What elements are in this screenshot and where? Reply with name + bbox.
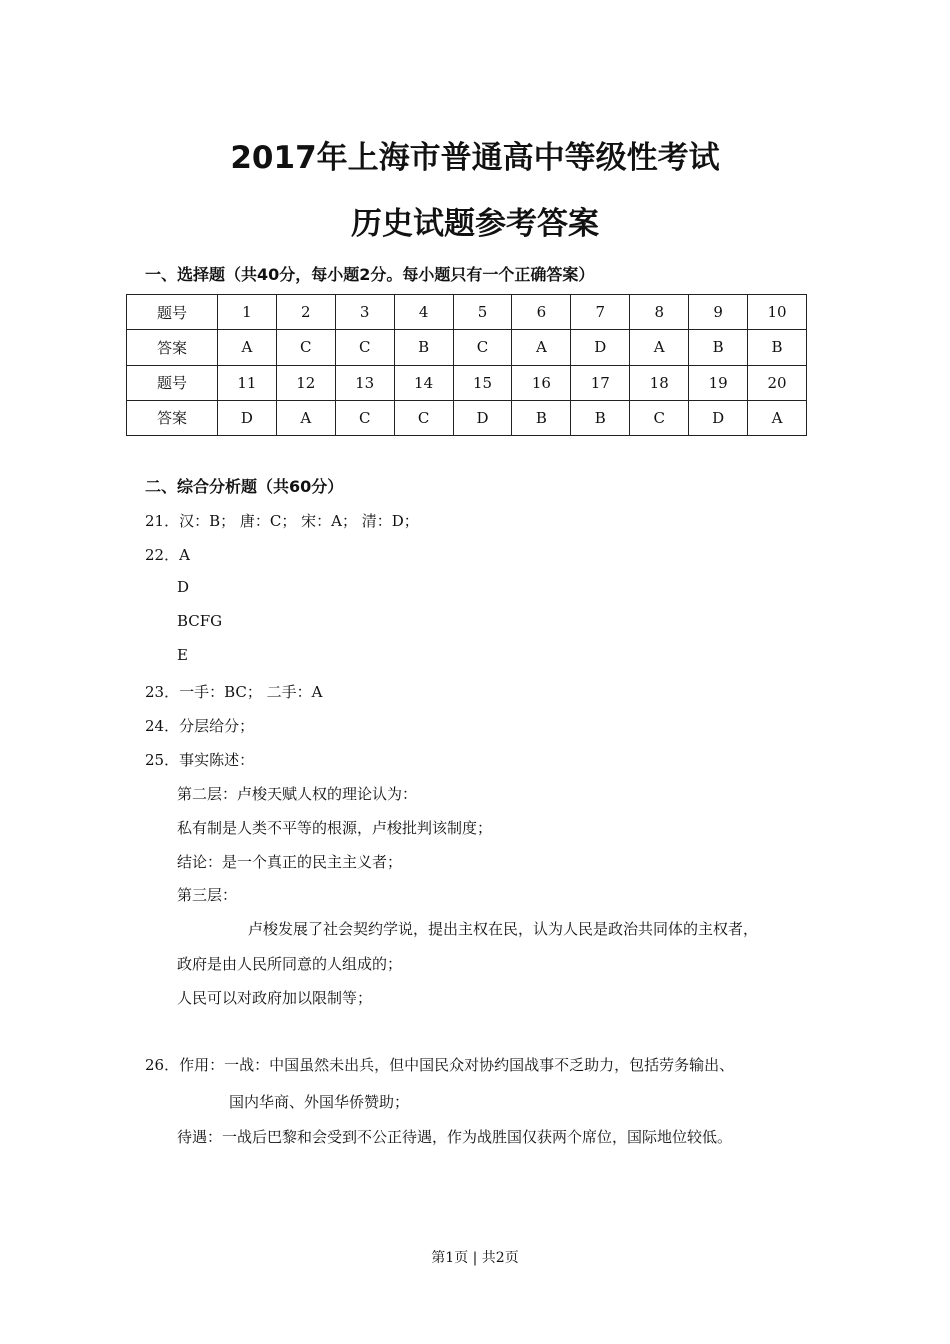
table-cell: D <box>571 330 630 365</box>
table-cell: D <box>453 400 512 435</box>
answer-22-line2: D <box>177 578 190 596</box>
answer-22-line3: BCFG <box>177 612 223 630</box>
section-1-heading: 一、选择题（共40分，每小题2分。每小题只有一个正确答案） <box>145 265 595 284</box>
table-cell: A <box>276 400 335 435</box>
table-cell: C <box>335 400 394 435</box>
table-cell: C <box>453 330 512 365</box>
table-cell: 12 <box>276 365 335 400</box>
table-cell: 10 <box>748 295 807 330</box>
table-cell: C <box>335 330 394 365</box>
table-cell: A <box>217 330 276 365</box>
answer-23: 23．一手：BC； 二手：A <box>145 683 323 701</box>
table-cell: B <box>689 330 748 365</box>
answer-26-line3: 待遇：一战后巴黎和会受到不公正待遇，作为战胜国仅获两个席位，国际地位较低。 <box>177 1128 733 1146</box>
answer-26: 26．作用：一战：中国虽然未出兵，但中国民众对协约国战事不乏助力，包括劳务输出、 <box>145 1056 735 1074</box>
answer-25-line3: 结论：是一个真正的民主主义者； <box>177 853 403 871</box>
answer-22: 22．A <box>145 546 190 564</box>
table-cell: D <box>217 400 276 435</box>
answer-25-line1: 第二层：卢梭天赋人权的理论认为： <box>177 785 418 803</box>
table-cell: A <box>512 330 571 365</box>
table-cell: 18 <box>630 365 689 400</box>
table-row <box>127 400 807 435</box>
table-cell: 19 <box>689 365 748 400</box>
table-cell: 16 <box>512 365 571 400</box>
table-cell: 9 <box>689 295 748 330</box>
answer-26-line2: 国内华商、外国华侨赞助； <box>229 1093 410 1111</box>
page-footer: 第1页 | 共2页 <box>431 1250 519 1266</box>
table-cell: C <box>394 400 453 435</box>
answer-25: 25．事实陈述： <box>145 751 255 769</box>
table-row <box>127 365 807 400</box>
table-row <box>127 295 807 330</box>
table-cell: A <box>748 400 807 435</box>
table-cell: 3 <box>335 295 394 330</box>
table-cell: C <box>630 400 689 435</box>
answer-25-line7: 人民可以对政府加以限制等； <box>177 989 373 1007</box>
document-subtitle: 历史试题参考答案 <box>351 206 599 242</box>
document-title: 2017年上海市普通高中等级性考试 <box>230 140 720 176</box>
answer-22-line4: E <box>177 646 188 664</box>
row-label: 题号 <box>127 295 218 330</box>
table-row <box>127 330 807 365</box>
table-cell: A <box>630 330 689 365</box>
table-cell: B <box>394 330 453 365</box>
row-label: 答案 <box>127 330 218 365</box>
answer-24: 24．分层给分； <box>145 717 255 735</box>
answer-25-line5: 卢梭发展了社会契约学说，提出主权在民，认为人民是政治共同体的主权者， <box>248 920 759 938</box>
table-cell: 17 <box>571 365 630 400</box>
table-cell: 7 <box>571 295 630 330</box>
table-cell: 6 <box>512 295 571 330</box>
answer-25-line6: 政府是由人民所同意的人组成的； <box>177 955 403 973</box>
table-cell: B <box>748 330 807 365</box>
table-cell: 13 <box>335 365 394 400</box>
table-cell: 2 <box>276 295 335 330</box>
table-cell: D <box>689 400 748 435</box>
answer-25-line4: 第三层： <box>177 886 238 904</box>
table-cell: C <box>276 330 335 365</box>
table-cell: 1 <box>217 295 276 330</box>
table-cell: B <box>571 400 630 435</box>
section-2-heading: 二、综合分析题（共60分） <box>145 477 344 496</box>
table-cell: 11 <box>217 365 276 400</box>
answer-table <box>126 294 807 436</box>
table-cell: 20 <box>748 365 807 400</box>
answer-25-line2: 私有制是人类不平等的根源，卢梭批判该制度； <box>177 819 493 837</box>
table-cell: B <box>512 400 571 435</box>
row-label: 题号 <box>127 365 218 400</box>
answer-21: 21．汉：B； 唐：C； 宋：A； 清：D； <box>145 512 419 530</box>
row-label: 答案 <box>127 400 218 435</box>
table-cell: 5 <box>453 295 512 330</box>
table-cell: 15 <box>453 365 512 400</box>
table-cell: 8 <box>630 295 689 330</box>
table-cell: 4 <box>394 295 453 330</box>
table-cell: 14 <box>394 365 453 400</box>
